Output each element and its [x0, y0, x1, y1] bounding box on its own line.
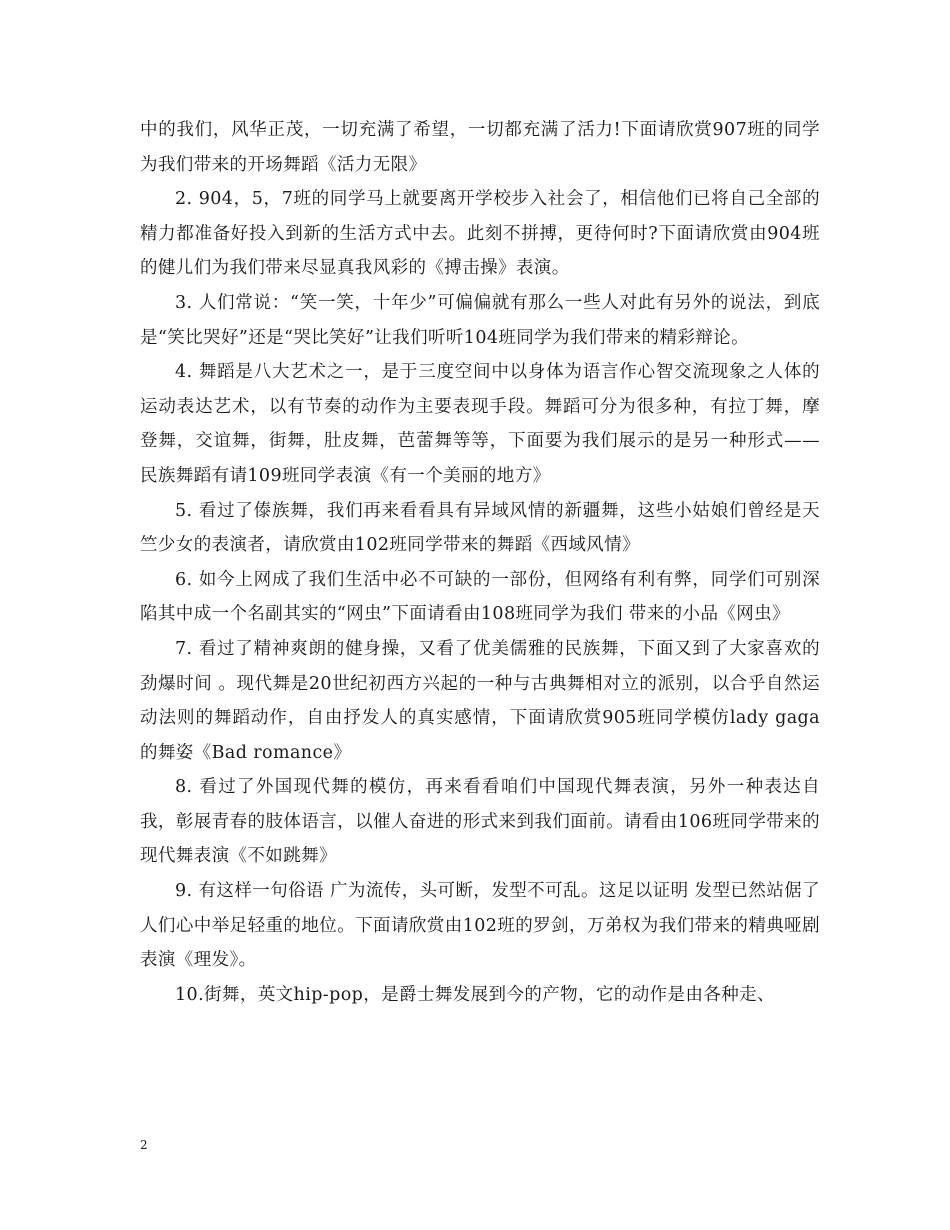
paragraph-item-6: 6. 如今上网成了我们生活中必不可缺的一部份，但网络有利有弊，同学们可别深陷其中成一个名副其实的“网虫”下面请看由108班同学为我们 带来的小品《网虫》 — [140, 569, 820, 625]
document-body — [140, 113, 820, 1012]
paragraph-item-5: 5. 看过了傣族舞，我们再来看看具有异域风情的新疆舞，这些小姑娘们曾经是天竺少女的表演者，请欣赏由102班同学带来的舞蹈《西域风情》 — [140, 500, 820, 556]
paragraph-item-10: 10.街舞，英文hip-pop，是爵士舞发展到今的产物，它的动作是由各种走、 — [175, 984, 775, 1005]
paragraph-item-3: 3. 人们常说：“笑一笑，十年少”可偏偏就有那么一些人对此有另外的说法，到底是“笑比哭好”还是“哭比笑好”让我们听听104班同学为我们带来的精彩辩论。 — [140, 292, 820, 348]
paragraph-item-9: 9. 有这样一句俗语 广为流传，头可断，发型不可乱。这足以证明 发型已然站倨了人们心中举足轻重的地位。下面请欣赏由102班的罗剑，万弟权为我们带来的精典哑剧表演《理发》。 — [140, 881, 820, 971]
paragraph-continuation: 中的我们，风华正茂，一切充满了希望，一切都充满了活力!下面请欣赏907班的同学为我们带来的开场舞蹈《活力无限》 — [140, 120, 820, 175]
page-number: 2 — [140, 1138, 148, 1152]
paragraph-item-4: 4. 舞蹈是八大艺术之一，是于三度空间中以身体为语言作心智交流现象之人体的运动表达艺术，以有节奏的动作为主要表现手段。舞蹈可分为很多种，有拉丁舞，摩登舞，交谊舞，街舞，肚皮舞，芭蕾舞等等，下面要为我们展示的是另一种形式——民族舞蹈有请109班同学表演《有一个美丽的地方》 — [140, 362, 820, 486]
paragraph-item-2: 2. 904，5，7班的同学马上就要离开学校步入社会了，相信他们已将自己全部的精力都准备好投入到新的生活方式中去。此刻不拼搏，更待何时?下面请欣赏由904班的健儿们为我们带来尽显真我风彩的《搏击操》表演。 — [140, 189, 820, 279]
paragraph-item-7: 7. 看过了精神爽朗的健身操，又看了优美儒雅的民族舞，下面又到了大家喜欢的劲爆时间 。现代舞是20世纪初西方兴起的一种与古典舞相对立的派别，以合乎自然运动法则的舞蹈动作，自由抒发人的真实感情，下面请欣赏905班同学模仿lady gaga 的舞姿《Bad romance》 — [140, 638, 820, 763]
paragraph-item-8: 8. 看过了外国现代舞的模仿，再来看看咱们中国现代舞表演，另外一种表达自我，彰展青春的肢体语言，以催人奋进的形式来到我们面前。请看由106班同学带来的现代舞表演《不如跳舞》 — [140, 777, 820, 867]
